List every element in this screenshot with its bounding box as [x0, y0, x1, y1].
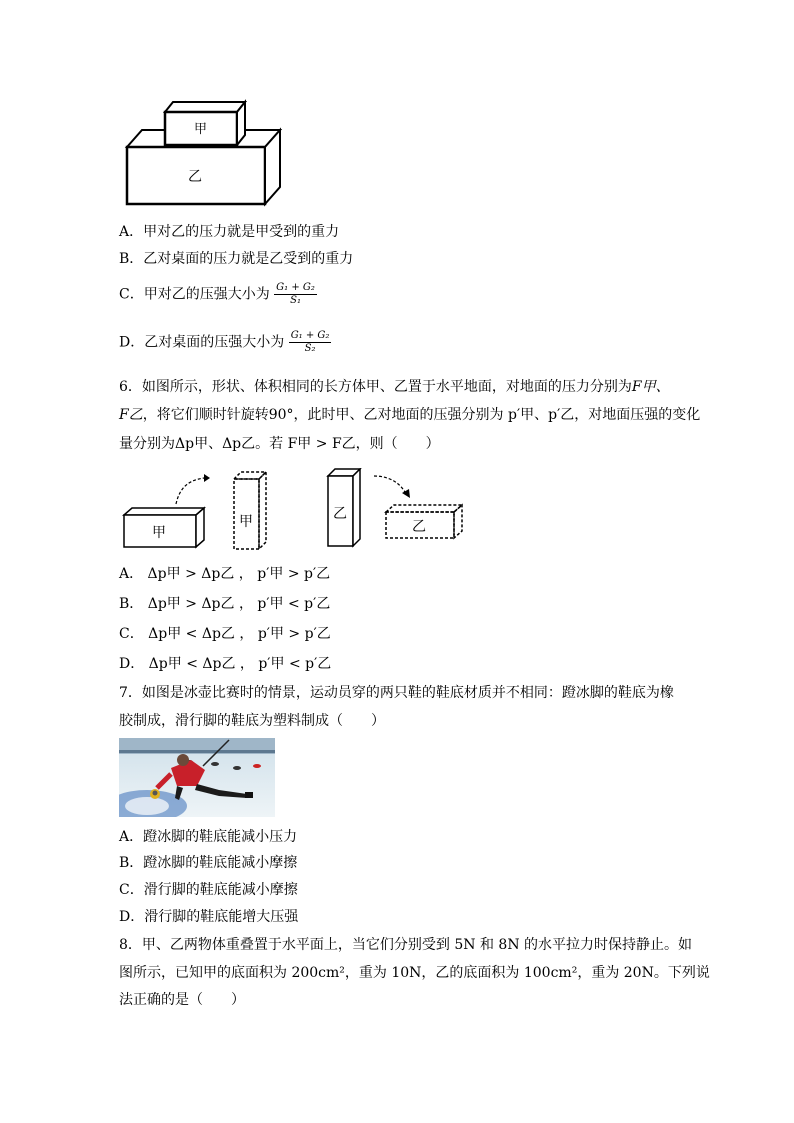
rotation-figure [118, 468, 468, 553]
q8-stem-line2: 图所示，已知甲的底面积为 200cm²，重为 10N，乙的底面积为 100cm²，重为 20N。下列说 [119, 965, 710, 981]
stacked-blocks-figure [120, 95, 295, 210]
q6-stem-line1 [119, 377, 670, 397]
q8-stem-line1: 8．甲、乙两物体重叠置于水平面上，当它们分别受到 5N 和 8N 的水平拉力时保持静止。如 [119, 937, 693, 953]
rotation-label-1: 甲 [152, 525, 166, 541]
q8-stem-line3: 法正确的是（ ） [119, 992, 245, 1008]
rotation-label-3: 乙 [333, 506, 347, 522]
q5-option-c-numerator: G₁ + G₂ [276, 282, 315, 293]
q6-stem-line2-text: ，将它们顺时针旋转90°，此时甲、乙对地面的压强分别为 p′甲、p′乙，对地面压强的变化 [142, 407, 701, 423]
q6-option-a: A． Δp甲 > Δp乙 ， p′甲 > p′乙 [119, 566, 331, 582]
q6-stem-line1-text: 6．如图所示，形状、体积相同的长方体甲、乙置于水平地面，对地面的压力分别为 [119, 379, 632, 395]
q6-stem-line2-var: F乙 [119, 407, 143, 423]
q5-option-c [119, 282, 317, 307]
q5-option-a: A．甲对乙的压力就是甲受到的重力 [119, 224, 340, 240]
q7-stem-line2: 胶制成，滑行脚的鞋底为塑料制成（ ） [119, 713, 385, 729]
q7-option-d: D．滑行脚的鞋底能增大压强 [119, 909, 299, 925]
curling-photo [119, 738, 275, 817]
q7-stem-line1: 7．如图是冰壶比赛时的情景，运动员穿的两只鞋的鞋底材质并不相同：蹬冰脚的鞋底为橡 [119, 685, 674, 701]
q6-option-c: C． Δp甲 < Δp乙 ， p′甲 > p′乙 [119, 626, 331, 642]
q5-option-d-denominator: S₂ [304, 343, 316, 354]
block-label-bottom: 乙 [188, 169, 202, 185]
q5-option-d-fraction [289, 330, 332, 355]
q7-option-a: A．蹬冰脚的鞋底能减小压力 [119, 829, 298, 845]
block-label-top: 甲 [194, 122, 208, 137]
q5-option-c-fraction [274, 282, 317, 307]
q5-option-c-denominator: S₁ [290, 295, 301, 306]
q5-option-d-text: D．乙对桌面的压强大小为 [119, 334, 285, 351]
q5-option-d [119, 330, 331, 355]
q6-stem-line1-var: F甲、 [631, 379, 670, 395]
q6-stem-line2 [119, 405, 700, 425]
q6-option-d: D． Δp甲 < Δp乙 ， p′甲 < p′乙 [119, 656, 332, 672]
q6-option-b: B． Δp甲 > Δp乙 ， p′甲 < p′乙 [119, 596, 331, 612]
q7-option-c: C．滑行脚的鞋底能减小摩擦 [119, 882, 298, 898]
rotation-label-4: 乙 [412, 519, 426, 535]
q7-option-b: B．蹬冰脚的鞋底能减小摩擦 [119, 855, 298, 871]
rotation-label-2: 甲 [239, 514, 253, 530]
q5-option-b: B．乙对桌面的压力就是乙受到的重力 [119, 251, 354, 267]
q5-option-d-numerator: G₁ + G₂ [290, 330, 330, 341]
q6-stem-line3: 量分别为Δp甲、Δp乙。若 F甲 > F乙，则（ ） [119, 436, 440, 452]
q5-option-c-text: C．甲对乙的压强大小为 [119, 286, 270, 303]
